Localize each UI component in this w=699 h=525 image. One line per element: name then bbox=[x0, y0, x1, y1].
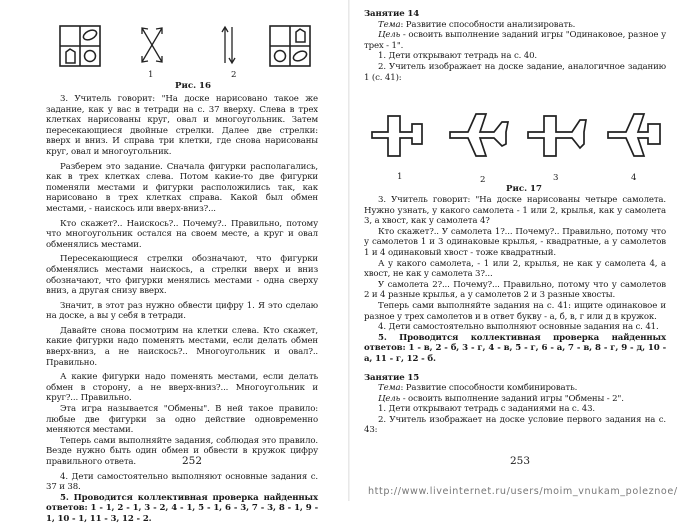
lesson-15-title: Занятие 15 bbox=[364, 372, 420, 383]
paragraph: 4. Дети самостоятельно выполняют основные задания с. 37 и 38. bbox=[46, 471, 318, 493]
paragraph: Эта игра называется "Обмены". В ней такое правило: любые две фигурки за одно действие одновременно меняются местами. bbox=[46, 404, 318, 436]
watermark-url: http://www.liveinternet.ru/users/moim_vnukam_poleznoe/ bbox=[368, 486, 678, 497]
figure-16-label-2: 2 bbox=[231, 70, 237, 80]
paragraph: Кто скажет?.. У самолета 1?... Почему?.. Правильно, потому что у самолетов 1 и 3 одинаковые крылья, - квадратные, а у самолетов 1 и 4 одинаковый хвост - тоже квадратный. bbox=[364, 226, 666, 258]
figure-17-label-1: 1 bbox=[397, 172, 403, 182]
goal-label: Цель bbox=[378, 30, 401, 41]
figure-16-label-1: 1 bbox=[148, 70, 154, 80]
figure-17-caption: Рис. 17 bbox=[506, 184, 543, 194]
crossed-arrows-icon bbox=[142, 28, 162, 62]
paragraph: У самолета 2?... Почему?... Правильно, потому что у самолетов 2 и 4 разные крылья, а у самолетов 2 и 3 разные хвосты. bbox=[364, 279, 666, 301]
left-ellipse-icon bbox=[82, 28, 98, 42]
paragraph: Пересекающиеся стрелки обозначают, что фигурки обменялись местами наискось, а стрелки вверх и вниз обозначают, что фигурки менялись местами - одна сверху вниз, а другая снизу вверх. bbox=[46, 254, 318, 297]
theme-text: : Развитие способности комбинировать. bbox=[400, 383, 578, 394]
paragraph: Разберем это задание. Сначала фигурки располагались, как в трех клетках слева. Потом какие-то две фигурки поменяли местами и фигурки расположились так, как нарисовано в трех клетках справа. Какой был обмен местами, - наискось или вверх-вниз?... bbox=[46, 161, 318, 214]
lesson-14-header bbox=[364, 9, 666, 83]
paragraph: А у какого самолета, - 1 или 2, крылья, не как у самолета 4, а хвост, не как у самолета 3?... bbox=[364, 258, 666, 280]
paragraph: 3. Учитель говорит: "На доске нарисовано такое же задание, как у вас в тетради на с. 37 вверху. Слева в трех клетках нарисованы круг, овал и многоугольник. Затем пересекающиеся двойные стрелки. Далее две стрелки: вверх и вниз. И справа три клетки, где снова нарисованы круг, овал и многоугольник. bbox=[46, 94, 318, 157]
step: 2. Учитель изображает на доске задание, аналогичное заданию 1 (с. 41): bbox=[364, 61, 666, 83]
paragraph: Кто скажет?.. Наискось?.. Почему?.. Правильно, потому что многоугольник остался на своем месте, а круг и овал обменялись местами. bbox=[46, 218, 318, 250]
paragraph: 4. Дети самостоятельно выполняют основные задания на с. 41. bbox=[378, 322, 659, 333]
figure-16 bbox=[60, 20, 310, 70]
figure-17-label-4: 4 bbox=[631, 173, 637, 183]
figure-17-label-3: 3 bbox=[553, 173, 559, 183]
paragraph: 5. Проводится коллективная проверка найденных ответов: 1 - 1, 2 - 1, 3 - 2, 4 - 1, 5 - 1, 6 - 3, 7 - 3, 8 - 1, 9 - 1, 10 - 1, 11 - 3, 12 - 2. bbox=[46, 492, 318, 524]
lesson-14-title: Занятие 14 bbox=[364, 9, 420, 19]
page-number-left: 252 bbox=[182, 455, 203, 467]
paragraph: Теперь сами выполняйте задания на с. 41: ищите одинаковое и разное у трех самолетов и в ответ букву - а, б, в, г или д в кружок. bbox=[364, 300, 666, 322]
plane-4-icon bbox=[608, 114, 660, 156]
paragraph: Давайте снова посмотрим на клетки слева. Кто скажет, какие фигурки надо поменять местами, если делать обмен вверх-вниз, а не наискось?.. Многоугольник и овал?.. Правильно. bbox=[46, 325, 318, 368]
right-circle-icon bbox=[275, 51, 286, 62]
theme-text: : Развитие способности анализировать. bbox=[400, 19, 576, 30]
paragraph: Значит, в этот раз нужно обвести цифру 1. Я это сделаю на доске, а вы у себя в тетради. bbox=[46, 300, 318, 322]
figure-17 bbox=[372, 108, 662, 166]
left-circle-icon bbox=[85, 51, 96, 62]
step: 2. Учитель изображает на доске условие первого задания на с. 43: bbox=[364, 414, 666, 436]
up-down-arrows-icon bbox=[222, 27, 235, 63]
right-polygon-icon bbox=[296, 29, 305, 42]
goal-text: - освоить выполнение заданий игры "Обмены - 2". bbox=[400, 393, 624, 404]
page-number-right: 253 bbox=[510, 455, 531, 467]
step: 1. Дети открывают тетрадь на с. 40. bbox=[378, 51, 537, 62]
goal-label: Цель bbox=[378, 393, 401, 404]
paragraph: 3. Учитель говорит: "На доске нарисованы четыре самолета. Нужно узнать, у какого самолета - 1 или 2, крылья, как у самолета 3, а хвост, как у самолета 4? bbox=[364, 195, 666, 227]
paragraph: Теперь сами выполняйте задания, соблюдая это правило. Везде нужно быть один обмен и обвести в кружок цифру правильного ответа. bbox=[46, 435, 318, 467]
goal-text: - освоить выполнение заданий игры "Одинаковое, разное у трех - 1". bbox=[364, 30, 666, 51]
step: 1. Дети открывают тетрадь с заданиями на с. 43. bbox=[378, 404, 595, 415]
theme-label: Тема bbox=[378, 383, 401, 394]
plane-1-icon bbox=[372, 116, 422, 156]
paragraph: 5. Проводится коллективная проверка найденных ответов: 1 - в, 2 - б, 3 - г, 4 - в, 5 - г, 6 - а, 7 - в, 8 - г, 9 - д, 10 - а, 11 - г, 12 - б. bbox=[364, 332, 666, 364]
plane-2-icon bbox=[450, 114, 508, 156]
left-polygon-icon bbox=[66, 49, 75, 63]
left-page bbox=[0, 0, 349, 524]
right-ellipse-icon bbox=[292, 49, 308, 63]
plane-3-icon bbox=[528, 116, 586, 156]
theme-label: Тема bbox=[378, 19, 401, 30]
right-page-text bbox=[364, 195, 666, 436]
figure-16-caption: Рис. 16 bbox=[175, 81, 212, 91]
paragraph: А какие фигурки надо поменять местами, если делать обмен в сторону, а не вверх-вниз?... Многоугольник и круг?... Правильно. bbox=[46, 372, 318, 404]
figure-17-label-2: 2 bbox=[480, 175, 486, 185]
